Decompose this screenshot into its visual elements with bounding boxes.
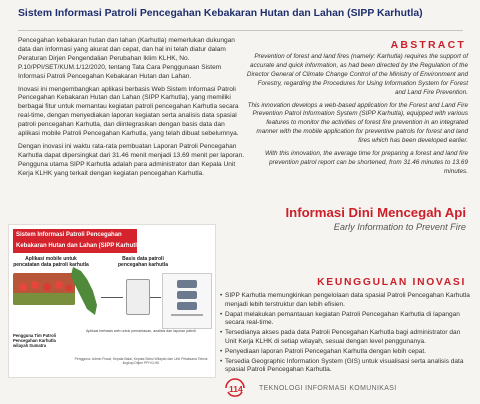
infographic-poster xyxy=(8,224,216,378)
abstract-paragraph: This innovation develops a web-based application for the Forest and Land Fire Prevention Patrol Information System (SIPP Karhutla), equipped with various features to monitor the activities of forest fire prevention in an integrated manner with the mobile application for preventive patrols for forest and land fires which has been developed earlier. xyxy=(247,101,468,145)
page-number: 114 xyxy=(229,384,243,394)
mobile-phone-icon xyxy=(126,279,150,315)
abstract-paragraph: With this innovation, the average time for preparing a forest and land fire prevention patrol report can be shortened, from 31.46 minutes to 13.69 minutes. xyxy=(264,150,468,175)
title-divider xyxy=(18,30,463,31)
headline-title: Informasi Dini Mencegah Api xyxy=(285,205,466,220)
poster-heading-database: Basis data patroli pencegahan karhutla xyxy=(117,256,168,268)
intro-paragraph: Dengan inovasi ini waktu rata-rata pembuatan Laporan Patroli Pencegahan Karhutla dapat dipersingkat dari 31.46 menit menjadi 13.69 menit per laporan. Pengguna utama SIPP Karhutla adalah para administrator dan Kepala Unit Kerja KLHK yang terkait dengan kegiatan pencegahan Karhutla. xyxy=(18,142,245,177)
sumatra-map-icon xyxy=(69,265,99,317)
poster-web-note: Aplikasi berbasis web untuk pemantauan, analisis dan laporan patroli xyxy=(85,329,197,333)
list-item: • SIPP Karhutla memungkinkan pengelolaan data spasial Patroli Pencegahan Karhutla menjadi lebih terstruktur dan lebih efisien. xyxy=(220,292,470,310)
footer-section-label: TEKNOLOGI INFORMASI KOMUNIKASI xyxy=(259,385,397,392)
flow-arrow xyxy=(101,297,123,298)
poster-title-line1: Sistem Informasi Patroli Pencegahan xyxy=(16,232,122,238)
abstract-body xyxy=(246,53,468,181)
intro-paragraph: Pencegahan kebakaran hutan dan lahan (Karhutla) memerlukan dukungan data dan informasi yang akurat dan cepat, dan hal ini telah diatur dalam Peraturan Dirjen Pengendalian Perubahan Iklim KLHK, No. P.10/PPI/SET/KUM.1/12/2020, tentang Tata Cara Penggunaan Sistem Informasi Patroli Pencegahan Kebakaran Hutan dan Lahan. xyxy=(18,37,235,80)
page-title: Sistem Informasi Patroli Pencegahan Kebakaran Hutan dan Lahan (SIPP Karhutla) xyxy=(18,8,423,19)
advantages-heading: KEUNGGULAN INOVASI xyxy=(317,277,466,288)
list-item: • Penyediaan laporan Patroli Pencegahan Karhutla dengan lebih cepat. xyxy=(220,348,470,357)
abstract-heading: ABSTRACT xyxy=(390,39,466,51)
poster-footnote: Pengguna: Admin Pusat, Kepala Balai, Kepala Seksi Wilayah dan Unit Pelaksana Teknis lingkup Ditjen PPI KLHK xyxy=(74,357,208,366)
headline-subtitle: Early Information to Prevent Fire xyxy=(333,222,466,232)
poster-heading-mobile: Aplikasi mobile untuk pencatatan data patroli karhutla xyxy=(13,256,89,268)
list-item: • Tersedianya akses pada data Patroli Pencegahan Karhutla bagi administrator dan Unit Kerja KLHK di setiap wilayah, sesuai dengan level penggunanya. xyxy=(220,329,470,347)
poster-title-line2: Kebakaran Hutan dan Lahan (SIPP Karhutla) xyxy=(16,243,143,249)
abstract-paragraph: Prevention of forest and land fires (namely: Karhutla) requires the support of accurate and quick information, as had been directed by the Regulation of the Director General of Climate Change Control of the Ministry of Environment and Forestry, regarding the Procedures for Using Information System for Forest and Land Fire Prevention. xyxy=(246,53,468,96)
list-item: • Dapat melakukan pemantauan kegiatan Patroli Pencegahan Karhutla di lapangan secara real-time. xyxy=(220,311,470,329)
poster-legend: Pengguna Tim Patroli Pencegahan Karhutla wilayah Sumatra xyxy=(13,333,56,348)
database-server-icon xyxy=(162,273,212,329)
flow-arrow xyxy=(150,297,161,298)
patrol-team-photo xyxy=(13,273,75,305)
intro-text-column xyxy=(18,37,248,183)
list-item: • Tersedia Geographic Information System (GIS) untuk visualisasi serta analisis data spasial Patroli Pencegahan Karhutla. xyxy=(220,358,470,376)
intro-paragraph: Inovasi ini mengembangkan aplikasi berbasis Web Sistem Informasi Patroli Pencegahan Kebakaran Hutan dan Lahan (SIPP Karhutla), yang memiliki berbagai fitur untuk memantau kegiatan patroli pencegahan Karhutla secara real-time, dengan menyediakan laporan kegiatan serta analisis data spasial patroli pencegahan Karhutla, dan diintegrasikan dengan basis data dan aplikasi mobile Patroli Pencegahan Karhutla, yang telah dibuat sebelumnya. xyxy=(18,85,239,138)
advantages-list xyxy=(220,292,470,376)
